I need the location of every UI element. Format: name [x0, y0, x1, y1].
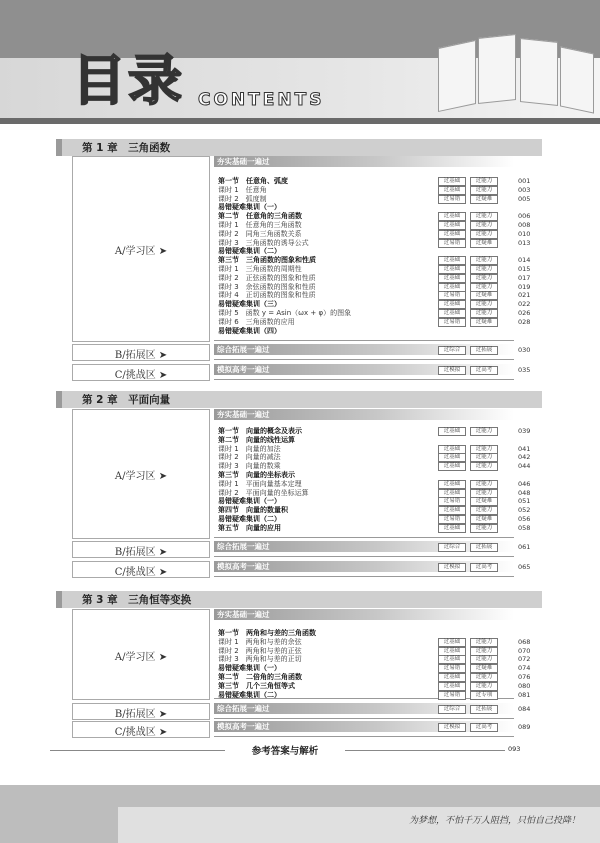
page-number: 017: [518, 273, 531, 282]
check-box-2[interactable]: 过能力: [470, 274, 498, 283]
page-number: 072: [518, 655, 531, 664]
check-box-2[interactable]: 过能力: [470, 256, 498, 265]
check-box-2[interactable]: 过能力: [470, 655, 498, 664]
check-box-1[interactable]: 过基础: [438, 309, 466, 318]
check-box-2[interactable]: 过拓展: [470, 543, 498, 552]
row-label: 课时 2 弧度制: [218, 194, 267, 203]
zone-label: B/拓展区 ➤: [114, 708, 168, 720]
row-label: 第一节 任意角、弧度: [218, 177, 288, 185]
book-page-decoration: [478, 34, 516, 104]
chapter-title: 第 3 章 三角恒等变换: [82, 594, 192, 606]
row-label: 课时 3 三角函数的诱导公式: [218, 238, 309, 247]
row-label: 易错疑难集训（二）: [218, 515, 281, 523]
section-bar-label: 模拟高考一遍过: [217, 722, 270, 731]
zone-label: C/挑战区 ➤: [114, 566, 168, 578]
toc-row[interactable]: [218, 722, 536, 732]
page-number: 056: [518, 515, 531, 523]
check-box-1[interactable]: 过综合: [438, 543, 466, 552]
row-label: 课时 3 两角和与差的正切: [218, 655, 302, 664]
page-number: 089: [518, 723, 531, 731]
toc-row[interactable]: [218, 345, 536, 355]
check-box-1[interactable]: 过基础: [438, 212, 466, 221]
page-number: 030: [518, 346, 531, 354]
section-divider: [214, 556, 514, 557]
section-divider: [214, 736, 514, 737]
check-box-1[interactable]: 过基础: [438, 256, 466, 265]
page-number: 001: [518, 177, 531, 185]
check-box-1[interactable]: 过易错: [438, 239, 466, 248]
row-label: 课时 6 三角函数的应用: [218, 317, 295, 326]
toc-row[interactable]: [218, 365, 536, 375]
check-box-2[interactable]: 过拓展: [470, 346, 498, 355]
check-box-2[interactable]: 过疑难: [470, 515, 498, 524]
row-label: 课时 2 向量的减法: [218, 453, 281, 462]
row-label: 易错疑难集训（三）: [218, 300, 281, 309]
check-box-1[interactable]: 过易错: [438, 691, 466, 700]
check-box-2[interactable]: 过疑难: [470, 195, 498, 204]
zone-label: A/学习区 ➤: [114, 246, 168, 257]
zone-box[interactable]: [72, 409, 210, 539]
page-number: 041: [518, 444, 531, 453]
page-title: 目录: [72, 49, 184, 112]
section-divider: [214, 340, 514, 341]
row-label: 课时 1 任意角: [218, 185, 267, 194]
page-number: 022: [518, 300, 531, 309]
check-box-2[interactable]: 过能力: [470, 283, 498, 292]
page-number: 081: [518, 690, 531, 699]
check-box-1[interactable]: 过基础: [438, 300, 466, 309]
zone-box[interactable]: [72, 541, 210, 558]
check-box-1[interactable]: 过易错: [438, 515, 466, 524]
row-label: 易错疑难集训（二）: [218, 247, 281, 256]
check-box-2[interactable]: 过能力: [470, 647, 498, 656]
check-box-1[interactable]: 过基础: [438, 283, 466, 292]
row-label: 课时 2 同角三角函数关系: [218, 229, 302, 238]
section-bar-label: 模拟高考一遍过: [217, 562, 270, 571]
row-label: 课时 1 向量的加法: [218, 444, 281, 453]
row-label: 第三节 几个三角恒等式: [218, 681, 295, 690]
check-box-2[interactable]: 过疑难: [470, 664, 498, 673]
toc-row[interactable]: [218, 326, 536, 336]
check-box-1[interactable]: 过基础: [438, 506, 466, 515]
check-box-2[interactable]: 过能力: [470, 309, 498, 318]
section-divider: [214, 718, 514, 719]
row-label: 课时 3 向量的数乘: [218, 462, 281, 471]
page-number: 065: [518, 563, 531, 571]
check-box-2[interactable]: 过疑难: [470, 239, 498, 248]
section-bar-label: 模拟高考一遍过: [217, 365, 270, 374]
row-label: 易错疑难集训（二）: [218, 690, 281, 699]
row-label: 第三节 三角函数的图象和性质: [218, 256, 316, 265]
row-label: 课时 2 正弦函数的图象和性质: [218, 273, 316, 282]
check-box-2[interactable]: 过能力: [470, 186, 498, 195]
page-number: 061: [518, 543, 531, 551]
page-number: 052: [518, 506, 531, 515]
chapter-header[interactable]: [62, 591, 542, 608]
page-number: 039: [518, 427, 531, 435]
check-box-1[interactable]: 过基础: [438, 453, 466, 462]
row-label: 第三节 向量的坐标表示: [218, 471, 295, 479]
page-number: 028: [518, 317, 531, 326]
check-box-1[interactable]: 过模拟: [438, 723, 466, 732]
toc-row[interactable]: [218, 562, 536, 572]
check-box-1[interactable]: 过模拟: [438, 366, 466, 375]
check-box-2[interactable]: 过能力: [470, 489, 498, 498]
answers-line-right: [345, 750, 505, 751]
row-label: 第二节 向量的线性运算: [218, 435, 295, 444]
check-box-1[interactable]: 过基础: [438, 673, 466, 682]
check-box-1[interactable]: 过基础: [438, 524, 466, 533]
check-box-2[interactable]: 过高考: [470, 723, 498, 732]
page-subtitle: CONTENTS: [198, 90, 325, 110]
check-box-2[interactable]: 过能力: [470, 480, 498, 489]
zone-label: C/挑战区 ➤: [114, 369, 168, 381]
page-number: 070: [518, 646, 531, 655]
check-box-1[interactable]: 过基础: [438, 445, 466, 454]
chapter-title: 第 2 章 平面向量: [82, 394, 171, 406]
page-number: 008: [518, 221, 531, 229]
answers-page-number: 093: [508, 745, 521, 753]
check-box-1[interactable]: 过基础: [438, 427, 466, 436]
zone-box[interactable]: [72, 364, 210, 381]
check-box-1[interactable]: 过易错: [438, 195, 466, 204]
check-box-1[interactable]: 过易错: [438, 291, 466, 300]
row-label: 课时 3 余弦函数的图象和性质: [218, 282, 316, 291]
toc-row[interactable]: [218, 523, 536, 533]
footer-motto: 为梦想，不怕千万人阻挡，只怕自己投降！: [408, 816, 580, 826]
section-bar-label: 综合拓展一遍过: [217, 542, 270, 551]
row-label: 课时 1 平面向量基本定理: [218, 479, 302, 488]
check-box-2[interactable]: 过能力: [470, 221, 498, 230]
check-box-2[interactable]: 过疑难: [470, 318, 498, 327]
check-box-1[interactable]: 过基础: [438, 274, 466, 283]
check-box-1[interactable]: 过易错: [438, 497, 466, 506]
section-bar-label: 夯实基础一遍过: [217, 157, 270, 166]
check-box-2[interactable]: 过能力: [470, 230, 498, 239]
check-box-1[interactable]: 过基础: [438, 230, 466, 239]
check-box-2[interactable]: 过能力: [470, 445, 498, 454]
check-box-2[interactable]: 过能力: [470, 453, 498, 462]
check-box-1[interactable]: 过基础: [438, 682, 466, 691]
page-number: 010: [518, 229, 531, 238]
chapter-header[interactable]: [62, 139, 542, 156]
check-box-1[interactable]: 过基础: [438, 177, 466, 186]
row-label: 课时 4 正切函数的图象和性质: [218, 291, 316, 300]
check-box-1[interactable]: 过基础: [438, 638, 466, 647]
zone-label: C/挑战区 ➤: [114, 726, 168, 738]
check-box-1[interactable]: 过基础: [438, 480, 466, 489]
check-box-2[interactable]: 过能力: [470, 682, 498, 691]
check-box-2[interactable]: 过能力: [470, 265, 498, 274]
section-divider: [214, 379, 514, 380]
check-box-2[interactable]: 过能力: [470, 427, 498, 436]
page-number: 003: [518, 185, 531, 194]
page-number: 035: [518, 366, 531, 374]
page-number: 006: [518, 212, 531, 221]
check-box-2[interactable]: 过疑难: [470, 291, 498, 300]
zone-label: A/学习区 ➤: [114, 471, 168, 482]
row-label: 课时 2 平面向量的坐标运算: [218, 488, 309, 497]
row-label: 第一节 两角和与差的三角函数: [218, 629, 316, 637]
check-box-1[interactable]: 过基础: [438, 221, 466, 230]
check-box-2[interactable]: 过专项: [470, 691, 498, 700]
check-box-1[interactable]: 过综合: [438, 346, 466, 355]
row-label: 第四节 向量的数量积: [218, 506, 288, 515]
toc-row[interactable]: [218, 690, 536, 700]
check-box-1[interactable]: 过基础: [438, 655, 466, 664]
check-box-1[interactable]: 过基础: [438, 462, 466, 471]
answers-row[interactable]: [50, 745, 520, 755]
page-number: 014: [518, 256, 531, 265]
page-header: [0, 0, 600, 126]
check-box-1[interactable]: 过基础: [438, 186, 466, 195]
header-strip: [0, 118, 600, 124]
check-box-1[interactable]: 过易错: [438, 318, 466, 327]
row-label: 课时 1 两角和与差的余弦: [218, 637, 302, 646]
section-divider: [214, 576, 514, 577]
page-number: 042: [518, 453, 531, 462]
zone-label: A/学习区 ➤: [114, 651, 168, 663]
check-box-2[interactable]: 过能力: [470, 177, 498, 186]
zone-box[interactable]: [72, 156, 210, 342]
check-box-2[interactable]: 过能力: [470, 300, 498, 309]
check-box-2[interactable]: 过高考: [470, 563, 498, 572]
check-box-2[interactable]: 过能力: [470, 462, 498, 471]
check-box-2[interactable]: 过疑难: [470, 497, 498, 506]
page-number: 080: [518, 681, 531, 690]
row-label: 易错疑难集训（一）: [218, 497, 281, 506]
section-bar: [214, 609, 514, 620]
row-label: 第一节 向量的概念及表示: [218, 427, 302, 435]
row-label: 课时 5 函数 y = Asin（ωx + φ）的图象: [218, 309, 352, 317]
row-label: 易错疑难集训（一）: [218, 203, 281, 212]
section-bar-label: 夯实基础一遍过: [217, 410, 270, 419]
book-page-decoration: [520, 38, 558, 106]
zone-box[interactable]: [72, 344, 210, 361]
toc-row[interactable]: [218, 704, 536, 714]
page-number: 058: [518, 523, 531, 532]
page-number: 076: [518, 673, 531, 681]
check-box-1[interactable]: 过模拟: [438, 563, 466, 572]
row-label: 第二节 任意角的三角函数: [218, 212, 302, 221]
row-label: 课时 2 两角和与差的正弦: [218, 646, 302, 655]
page-number: 048: [518, 488, 531, 497]
check-box-2[interactable]: 过能力: [470, 673, 498, 682]
check-box-1[interactable]: 过基础: [438, 489, 466, 498]
row-label: 易错疑难集训（一）: [218, 664, 281, 673]
section-bar: [214, 156, 514, 167]
section-divider: [214, 537, 514, 538]
chapter-header[interactable]: [62, 391, 542, 408]
page-number: 068: [518, 637, 531, 646]
zone-label: B/拓展区 ➤: [114, 546, 168, 558]
section-divider: [214, 359, 514, 360]
zone-box[interactable]: [72, 609, 210, 700]
check-box-1[interactable]: 过基础: [438, 647, 466, 656]
page-number: 046: [518, 479, 531, 488]
row-label: 课时 1 三角函数的周期性: [218, 265, 302, 273]
check-box-2[interactable]: 过能力: [470, 506, 498, 515]
check-box-1[interactable]: 过易错: [438, 664, 466, 673]
page-number: 019: [518, 282, 531, 291]
page-number: 026: [518, 309, 531, 317]
zone-box[interactable]: [72, 721, 210, 738]
page-number: 015: [518, 265, 531, 273]
page-number: 044: [518, 462, 531, 471]
row-label: 第五节 向量的应用: [218, 523, 281, 532]
check-box-1[interactable]: 过综合: [438, 705, 466, 714]
page-number: 013: [518, 238, 531, 247]
section-bar-label: 综合拓展一遍过: [217, 704, 270, 713]
check-box-2[interactable]: 过能力: [470, 524, 498, 533]
check-box-1[interactable]: 过基础: [438, 265, 466, 274]
check-box-2[interactable]: 过能力: [470, 638, 498, 647]
book-page-decoration: [438, 40, 476, 112]
row-label: 第二节 二倍角的三角函数: [218, 673, 302, 681]
page-number: 074: [518, 664, 531, 673]
page-number: 051: [518, 497, 531, 506]
answers-line-left: [50, 750, 225, 751]
toc-row[interactable]: [218, 542, 536, 552]
zone-box[interactable]: [72, 703, 210, 720]
page-number: 084: [518, 705, 531, 713]
chapter-title: 第 1 章 三角函数: [82, 142, 171, 154]
section-bar: [214, 409, 514, 420]
page-number: 021: [518, 291, 531, 300]
zone-box[interactable]: [72, 561, 210, 578]
row-label: 课时 1 任意角的三角函数: [218, 221, 302, 229]
zone-label: B/拓展区 ➤: [114, 349, 168, 361]
section-bar-label: 夯实基础一遍过: [217, 610, 270, 619]
section-bar-label: 综合拓展一遍过: [217, 345, 270, 354]
check-box-2[interactable]: 过高考: [470, 366, 498, 375]
page-number: 005: [518, 194, 531, 203]
answers-title: 参考答案与解析: [251, 746, 319, 757]
check-box-2[interactable]: 过能力: [470, 212, 498, 221]
check-box-2[interactable]: 过拓展: [470, 705, 498, 714]
row-label: 易错疑难集训（四）: [218, 326, 281, 335]
book-page-decoration: [560, 46, 594, 113]
